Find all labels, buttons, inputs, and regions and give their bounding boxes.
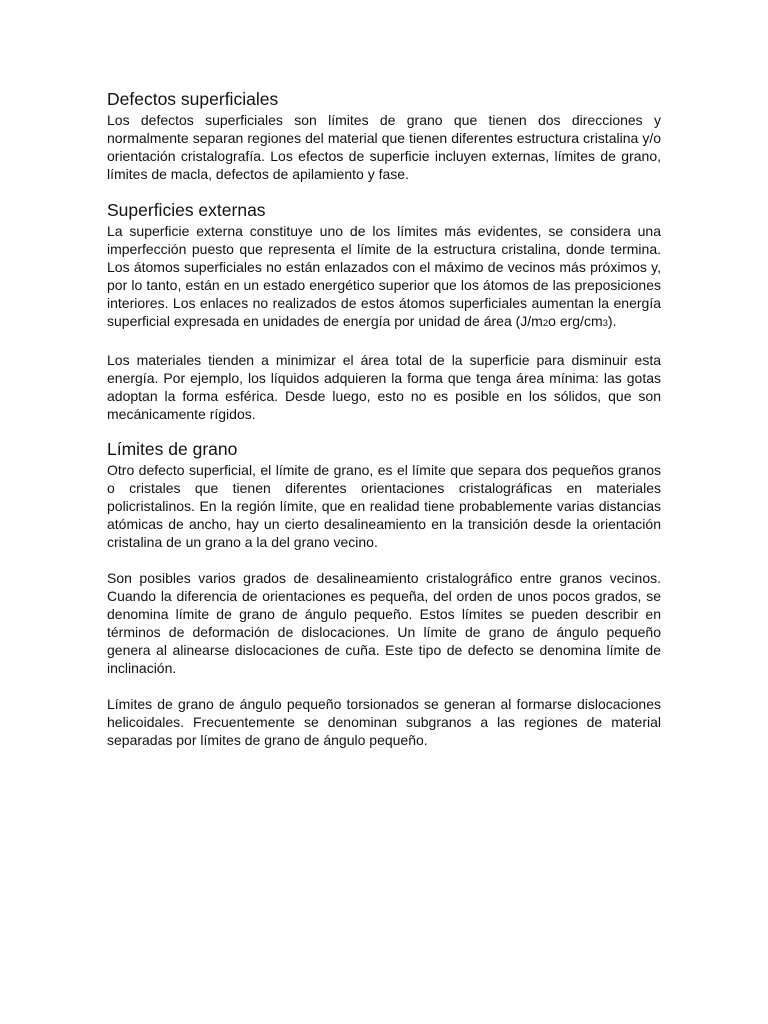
section-superficies-externas [107, 199, 661, 423]
paragraph [107, 222, 661, 333]
section-heading: Superficies externas [107, 200, 266, 220]
paragraph: Los materiales tienden a minimizar el área total de la superficie para disminuir esta energía. Por ejemplo, los líquidos adquieren la forma que tenga área mínima: las gotas adoptan la forma esférica. Desde luego, esto no es posible en los sólidos, que son mecánicamente rígidos. [107, 352, 661, 422]
unit-exponent: 2 [542, 318, 549, 329]
paragraph: Son posibles varios grados de desalineamiento cristalográfico entre granos vecinos. Cuando la diferencia de orientaciones es pequeña, del orden de unos pocos grados, se denomina límite de grano de ángulo pequeño. Estos límites se pueden describir en términos de deformación de dislocaciones. Un límite de grano de ángulo pequeño genera al alinearse dislocaciones de cuña. Este tipo de defecto se denomina límite de inclinación. [107, 570, 661, 676]
document-body [107, 88, 661, 749]
section-limites-de-grano [107, 438, 661, 749]
paragraph-text: o erg/cm [548, 313, 603, 329]
paragraph: Límites de grano de ángulo pequeño torsionados se generan al formarse dislocaciones helicoidales. Frecuentemente se denominan subgranos a las regiones de material separadas por límites de grano de ángulo pequeño. [107, 696, 661, 748]
section-heading: Defectos superficiales [107, 89, 279, 109]
paragraph-text: ). [607, 313, 617, 329]
paragraph: Los defectos superficiales son límites de grano que tienen dos direcciones y normalmente separan regiones del material que tienen diferentes estructura cristalina y/o orientación cristalografía. Los efectos de superficie incluyen externas, límites de grano, límites de macla, defectos de apilamiento y fase. [107, 112, 661, 182]
paragraph-text: La superficie externa constituye uno de los límites más evidentes, se considera una imperfección puesto que representa el límite de la estructura cristalina, donde termina. Los átomos superficiales no están enlazados con el máximo de vecinos más próximos y, por lo tanto, están en un estado energético superior que los átomos de las preposiciones interiores. Los enlaces no realizados de estos átomos superficiales aumentan la energía superficial expresada en unidades de energía por unidad de área (J/m [107, 223, 661, 329]
section-defectos-superficiales [107, 88, 661, 183]
paragraph: Otro defecto superficial, el límite de grano, es el límite que separa dos pequeños granos o cristales que tienen diferentes orientaciones cristalográficas en materiales policristalinos. En la región límite, que en realidad tiene probablemente varias distancias atómicas de ancho, hay un cierto desalineamiento en la transición desde la orientación cristalina de un grano a la del grano vecino. [107, 462, 661, 550]
unit-exponent: 3 [602, 318, 608, 329]
section-heading: Límites de grano [107, 439, 238, 459]
